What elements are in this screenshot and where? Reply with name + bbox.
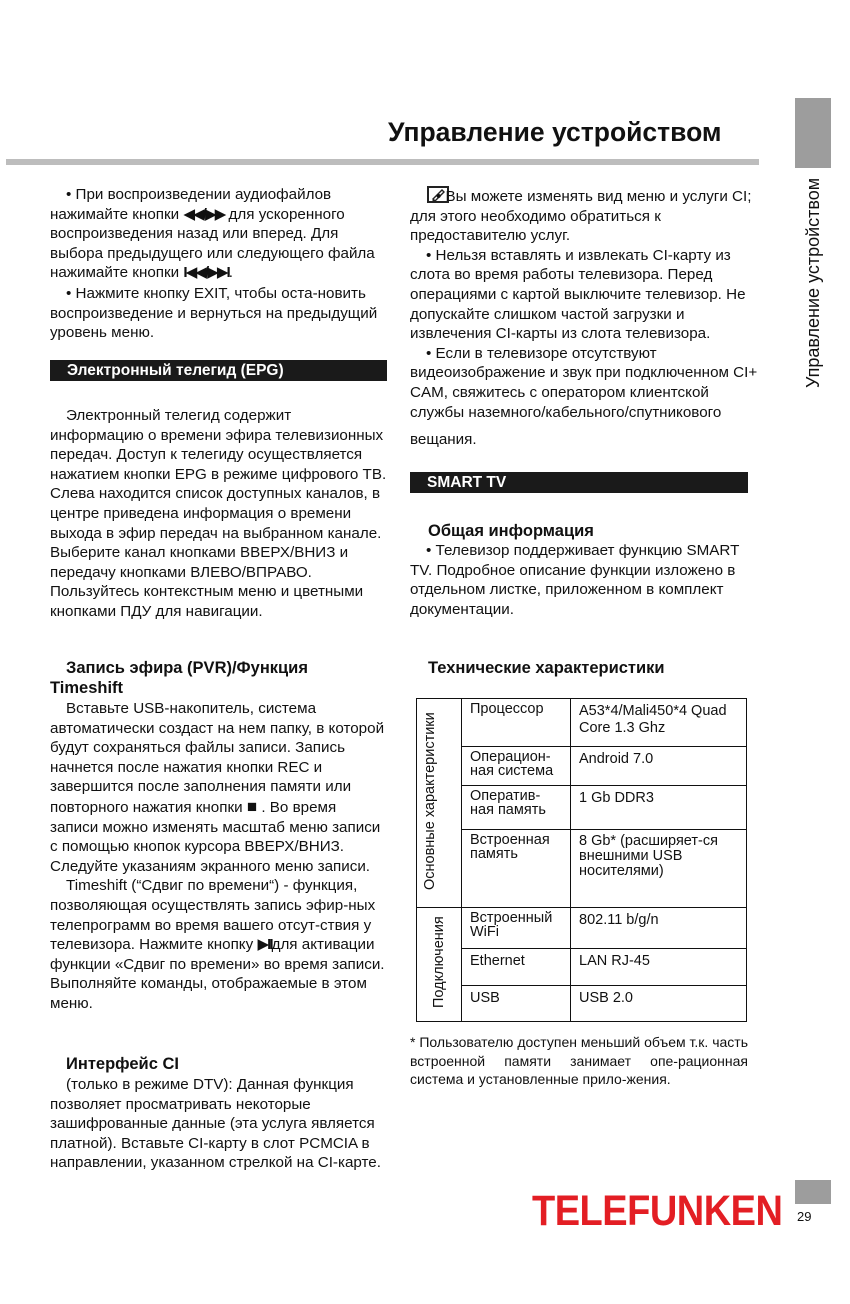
- spec-value: USB 2.0: [571, 986, 747, 1022]
- spec-key: USB: [462, 986, 571, 1022]
- ci-notes: [410, 185, 762, 450]
- smart-tv-section-header: SMART TV: [410, 472, 748, 493]
- pvr-title: Запись эфира (PVR)/Функция Timeshift: [50, 659, 308, 697]
- spec-key: Процессор: [462, 699, 571, 747]
- pvr-section: [50, 658, 388, 1014]
- ci-note-3: • Если в телевизоре отсутствуют видеоизображение и звук при подключенном CI+ CAM, свяжитесь с оператором клиентской службы наземного/кабельного/спутникового: [410, 344, 758, 421]
- ci-section: [50, 1054, 388, 1173]
- left-column: [50, 185, 388, 343]
- pvr-paragraph-2: Timeshift (“Сдвиг по времени“) - функция, позволяющая осуществлять запись эфир-ных телепрограмм во время вашего отсут-ствия у телевизора. Нажмите кнопку ▶IIдля активации функции «Сдвиг по времени» во время записи. Выполняйте команды, отображаемые в этом меню.: [50, 877, 385, 1012]
- footer-tab: [795, 1180, 831, 1204]
- rewind-forward-icon: ◀◀/▶▶: [183, 205, 225, 223]
- table-row: [417, 699, 747, 747]
- footnote: * Пользователю доступен меньший объем т.к. часть встроенной памяти занимает опе-рационная система и установленные прило-жения.: [410, 1034, 748, 1087]
- spec-value: 802.11 b/g/n: [571, 908, 747, 949]
- pvr-paragraph-1: Вставьте USB-накопитель, система автоматически создаст на нем папку, в которой будут сохраняться файлы записи. Запись начнется после нажатия кнопки REC и завершится после заполнения памяти или повторного нажатия кнопки ■ . Во время записи можно изменять масштаб меню записи с помощью кнопок курсора ВВЕРХ/ВНИЗ. Следуйте указаниям экранного меню записи.: [50, 700, 385, 875]
- page-title: Управление устройством: [388, 117, 722, 147]
- ci-note-1: • Вы можете изменять вид меню и услуги CI; для этого необходимо обратиться к предоставителю услуг.: [410, 185, 762, 246]
- stop-icon: ■: [246, 796, 258, 816]
- ci-text: (только в режиме DTV): Данная функция позволяет просматривать некоторые зашифрованные данные (эта услуга является платной). Вставьте CI-карту в слот PCMCIA в направлении, указанном стрелкой на CI-карте.: [50, 1076, 381, 1172]
- spec-key: Операцион-ная система: [462, 747, 571, 786]
- page-number: 29: [797, 1209, 812, 1224]
- spec-key: Оператив-ная память: [462, 786, 571, 830]
- spec-key: Встроенная память: [462, 830, 571, 908]
- spec-value: A53*4/Mali450*4 Quad Core 1.3 Ghz: [571, 699, 747, 747]
- spec-key: Ethernet: [462, 949, 571, 986]
- spec-table: [416, 698, 747, 1022]
- side-title: Управление устройством: [803, 178, 823, 389]
- skip-prev-next-icon: I◀◀/▶▶I: [183, 264, 229, 282]
- spec-group-connections: Подключения: [417, 908, 462, 1022]
- table-row: [417, 908, 747, 949]
- spec-value: Android 7.0: [571, 747, 747, 786]
- spec-value: 8 Gb* (расширяет-ся внешними USB носителями): [571, 830, 747, 908]
- play-pause-icon: ▶II: [257, 936, 272, 954]
- table-row: [417, 747, 747, 786]
- table-row: [417, 949, 747, 986]
- spec-key: Встроенный WiFi: [462, 908, 571, 949]
- header-rule: [6, 159, 759, 165]
- audio-paragraph-1: • При воспроизведении аудиофайлов нажимайте кнопки ◀◀/▶▶ для ускоренного воспроизведения назад или вперед. Для выбора предыдущего или следующего файла нажимайте кнопки I◀◀/▶▶I.: [50, 186, 375, 282]
- spec-value: 1 Gb DDR3: [571, 786, 747, 830]
- epg-text: Электронный телегид содержит информацию о времени эфира телевизионных передач. Доступ к телегиду осуществляется нажатием кнопки EPG в режиме цифрового ТВ. Слева находится список доступных каналов, в центре приведена информация о времени выхода в эфир передач на выбранном канале. Выберите канал кнопками ВВЕРХ/ВНИЗ и передачу кнопками ВЛЕВО/ВПРАВО. Пользуйтесь контекстным меню и цветными кнопками ПДУ для навигации.: [50, 407, 387, 620]
- table-row: [417, 830, 747, 908]
- ci-note-3-end: вещания.: [410, 431, 477, 449]
- audio-paragraph-2: • Нажмите кнопку EXIT, чтобы оста-новить воспроизведение и вернуться на предыдущий уровень меню.: [50, 284, 378, 342]
- pencil-note-icon: [410, 185, 434, 204]
- table-row: [417, 786, 747, 830]
- general-info-section: [410, 521, 755, 619]
- ci-note-2: • Нельзя вставлять и извлекать CI-карту из слота во время работы телевизора. Перед операциями с картой выключите телевизор. Не допускайте слишком частой загрузки и извлечения CI-карты из слота телевизора.: [410, 246, 746, 343]
- side-tab: [795, 98, 831, 168]
- spec-group-main: Основные характеристики: [417, 699, 462, 908]
- general-info-title: Общая информация: [428, 522, 594, 540]
- general-info-text: • Телевизор поддерживает функцию SMART TV. Подробное описание функции изложено в отдельном листке, приложенном в комплект документации.: [410, 542, 740, 618]
- spec-value: LAN RJ-45: [571, 949, 747, 986]
- spec-title: Технические характеристики: [428, 659, 665, 677]
- ci-title: Интерфейс CI: [66, 1055, 179, 1073]
- table-row: [417, 986, 747, 1022]
- brand-logo: TELEFUNKEN: [532, 1188, 783, 1236]
- epg-section-header: Электронный телегид (EPG): [50, 360, 387, 381]
